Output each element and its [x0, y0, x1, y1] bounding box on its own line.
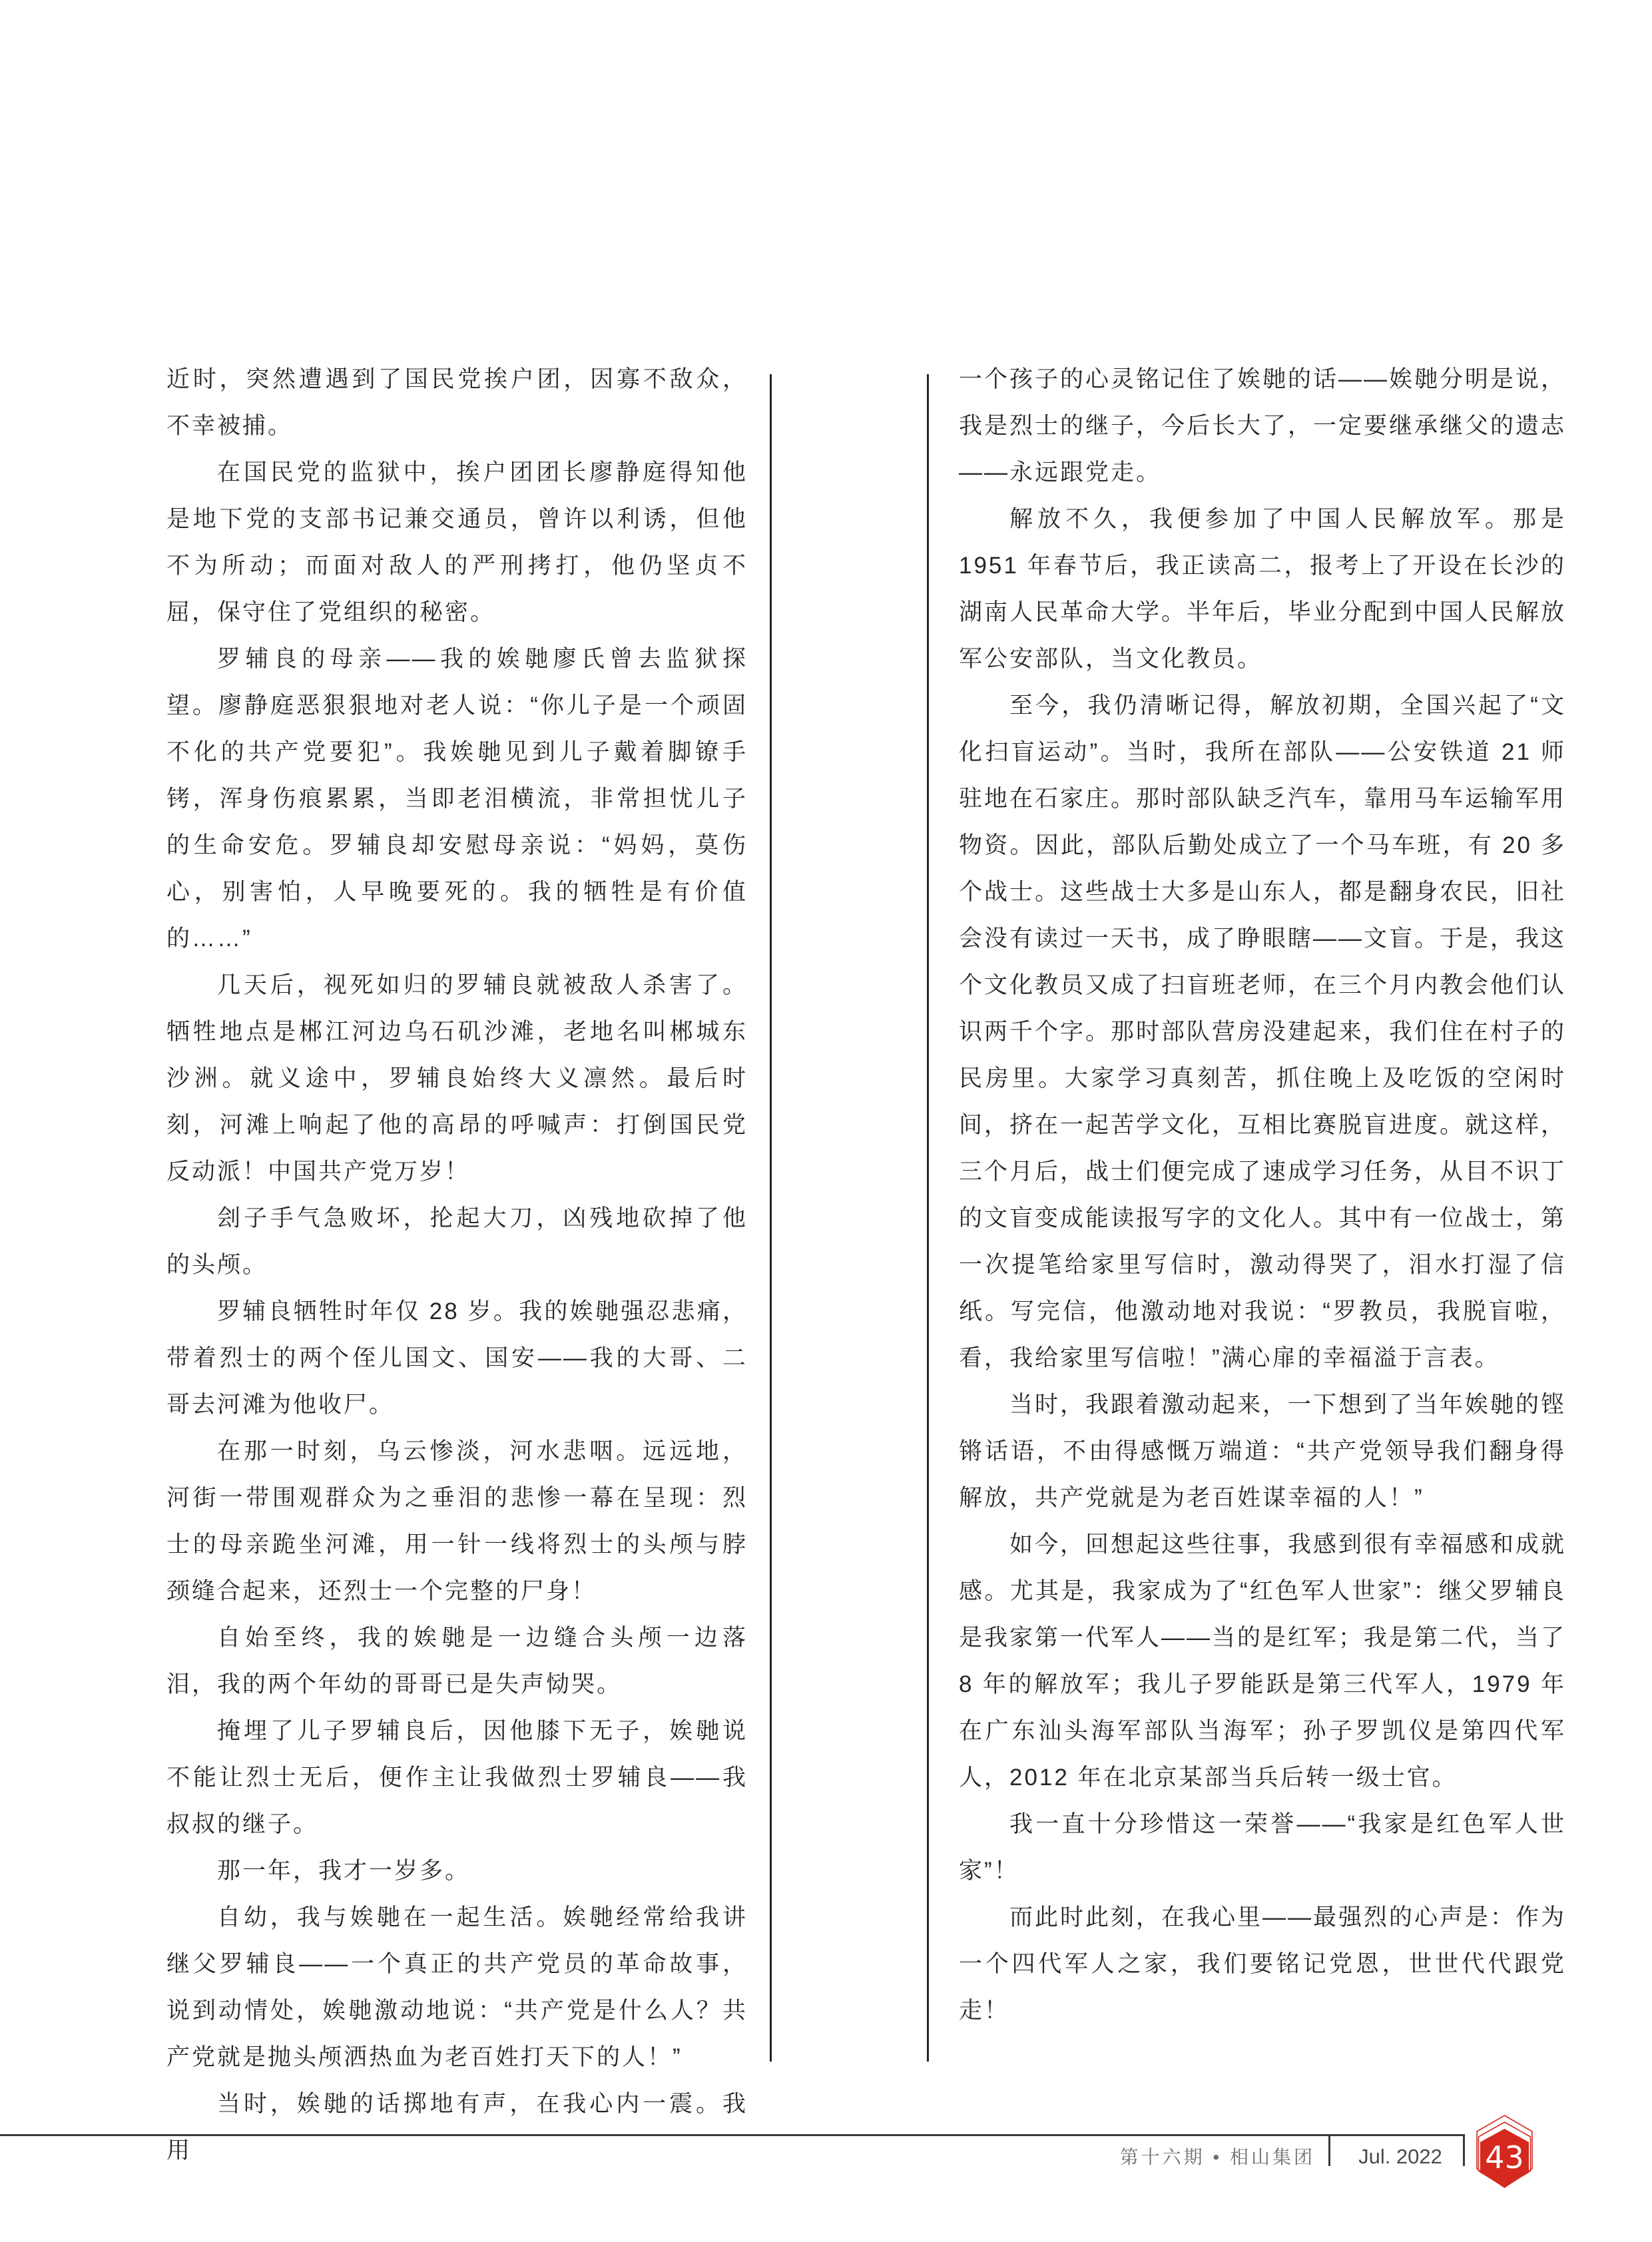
paragraph: 几天后，视死如归的罗辅良就被敌人杀害了。牺牲地点是郴江河边乌石矶沙滩，老地名叫郴城东沙洲。就义途中，罗辅良始终大义凛然。最后时刻，河滩上响起了他的高昂的呼喊声：打倒国民党反动派！中国共产党万岁！	[166, 972, 748, 1185]
column-rule-left	[770, 374, 772, 2062]
paragraph: 当时，娭毑的话掷地有声，在我心内一震。我用	[166, 2091, 748, 2163]
paragraph: 自幼，我与娭毑在一起生活。娭毑经常给我讲继父罗辅良——一个真正的共产党员的革命故事，说到动情处，娭毑激动地说：“共产党是什么人？共产党就是抛头颅洒热血为老百姓打天下的人！”	[166, 1904, 748, 2070]
paragraph: 我一直十分珍惜这一荣誉——“我家是红色军人世家”！	[959, 1811, 1566, 1884]
paragraph: 在国民党的监狱中，挨户团团长廖静庭得知他是地下党的支部书记兼交通员，曾许以利诱，但他不为所动；而面对敌人的严刑拷打，他仍坚贞不屈，保守住了党组织的秘密。	[166, 459, 748, 625]
paragraph: 刽子手气急败坏，抡起大刀，凶残地砍掉了他的头颅。	[166, 1205, 748, 1278]
column-rule-right	[927, 374, 929, 2062]
paragraph: 而此时此刻，在我心里——最强烈的心声是：作为一个四代军人之家，我们要铭记党恩，世世代代跟党走！	[959, 1904, 1567, 2024]
paragraph: 那一年，我才一岁多。	[217, 1858, 471, 1884]
paragraph: 罗辅良牺牲时年仅 28 岁。我的娭毑强忍悲痛，带着烈士的两个侄儿国文、国安——我的大哥、二哥去河滩为他收尸。	[166, 1298, 748, 1418]
paragraph: 至今，我仍清晰记得，解放初期，全国兴起了“文化扫盲运动”。当时，我所在部队——公安铁道 21 师驻地在石家庄。那时部队缺乏汽车，靠用马车运输军用物资。因此，部队后勤处成立了一个马车班，有 20 多个战士。这些战士大多是山东人，都是翻身农民，旧社会没有读过一天书，成了睁眼瞎——文盲。于是，我这个文化教员又成了扫盲班老师，在三个月内教会他们认识两千个字。那时部队营房没建起来，我们住在村子的民房里。大家学习真刻苦，抓住晚上及吃饭的空闲时间，挤在一起苦学文化，互相比赛脱盲进度。就这样，三个月后，战士们便完成了速成学习任务，从目不识丁的文盲变成能读报写字的文化人。其中有一位战士，第一次提笔给家里写信时，激动得哭了，泪水打湿了信纸。写完信，他激动地对我说：“罗教员，我脱盲啦，看，我给家里写信啦！”满心扉的幸福溢于言表。	[959, 693, 1567, 1371]
footer-issue-line	[1065, 2143, 1315, 2172]
footer-issue: 第十六期	[1119, 2147, 1205, 2167]
paragraph: 当时，我跟着激动起来，一下想到了当年娭毑的铿锵话语，不由得感慨万端道：“共产党领导我们翻身得解放，共产党就是为老百姓谋幸福的人！”	[959, 1392, 1567, 1511]
footer-divider-tick	[1463, 2134, 1465, 2166]
footer-date: Jul. 2022	[1358, 2145, 1442, 2168]
footer-divider-tick	[1328, 2134, 1330, 2166]
paragraph: 解放不久，我便参加了中国人民解放军。那是 1951 年春节后，我正读高二，报考上了开设在长沙的湖南人民革命大学。半年后，毕业分配到中国人民解放军公安部队，当文化教员。	[959, 506, 1567, 672]
footer-separator-dot: •	[1213, 2147, 1223, 2167]
paragraph: 在那一时刻，乌云惨淡，河水悲咽。远远地，河街一带围观群众为之垂泪的悲惨一幕在呈现：烈士的母亲跪坐河滩，用一针一线将烈士的头颅与脖颈缝合起来，还烈士一个完整的尸身！	[166, 1438, 748, 1604]
paragraph: 掩埋了儿子罗辅良后，因他膝下无子，娭毑说不能让烈士无后，便作主让我做烈士罗辅良——我叔叔的继子。	[166, 1718, 748, 1837]
page-number: 43	[1485, 2139, 1524, 2175]
paragraph: 罗辅良的母亲——我的娭毑廖氏曾去监狱探望。廖静庭恶狠狠地对老人说：“你儿子是一个顽固不化的共产党要犯”。我娭毑见到儿子戴着脚镣手铐，浑身伤痕累累，当即老泪横流，非常担忧儿子的生命安危。罗辅良却安慰母亲说：“妈妈，莫伤心，别害怕，人早晚要死的。我的牺牲是有价值的……”	[166, 646, 748, 952]
paragraph: 一个孩子的心灵铭记住了娭毑的话——娭毑分明是说，我是烈士的继子，今后长大了，一定要继承继父的遗志——永远跟党走。	[959, 366, 1567, 485]
paragraph: 自始至终，我的娭毑是一边缝合头颅一边落泪，我的两个年幼的哥哥已是失声恸哭。	[166, 1625, 748, 1697]
footer-brand: 相山集团	[1229, 2147, 1315, 2167]
footer-rule	[0, 2134, 1465, 2136]
paragraph: 近时，突然遭遇到了国民党挨户团，因寡不敌众，不幸被捕。	[166, 366, 748, 439]
left-text-column	[166, 356, 748, 2174]
paragraph: 如今，回想起这些往事，我感到很有幸福感和成就感。尤其是，我家成为了“红色军人世家”：继父罗辅良是我家第一代军人——当的是红军；我是第二代，当了 8 年的解放军；我儿子罗能跃是第三代军人，1979 年在广东汕头海军部队当海军；孙子罗凯仪是第四代军人，2012 年在北京某部当兵后转一级士官。	[959, 1532, 1567, 1791]
page-number-badge	[1473, 2114, 1536, 2191]
right-text-column	[959, 356, 1566, 2034]
